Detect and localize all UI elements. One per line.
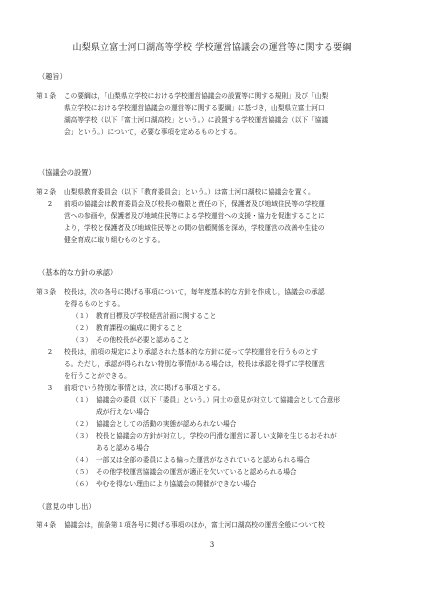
list-item-label: （６） [72, 480, 93, 488]
list-item-label: （３） [72, 336, 93, 344]
article-2-line: 前項の協議会は教育委員会及び校長の権限と責任の下，保護者及び地域住民等の学校運 [64, 200, 325, 208]
article-3-line: 校長は，前項の規定により承認された基本的な方針に従って学校運営を行うものとす [64, 348, 319, 356]
article-3-line: る。ただし，承認が得られない特別な事情がある場合は，校長は承認を得ずに学校運営 [64, 360, 325, 368]
list-item [36, 418, 386, 430]
list-item [36, 478, 386, 490]
list-item-text: 協議会の委員（以下「委員」という。）同士の意見が対立して協議会として合意形 [96, 396, 341, 404]
article-4 [36, 519, 386, 531]
article-1-line: 会」という。）について，必要な事項を定めるものとする。 [64, 128, 241, 136]
article-3-line: 校長は，次の各号に掲げる事項について，毎年度基本的な方針を作成し，協議会の承認 [64, 288, 325, 296]
article-2-line: より，学校と保護者及び地域住民等との間の信頼関係を深め，学校運営の改善や生徒の [64, 224, 325, 232]
list-item-label: （１） [72, 396, 93, 404]
page-number: 3 [209, 541, 215, 549]
list-item-label: （１） [72, 312, 93, 320]
list-item [36, 466, 386, 478]
heading-opinion: （意見の申し出） [38, 502, 96, 511]
article-2-line: 営への参画や，保護者及び地域住民等による学校運営への支援・協力を促進することに [64, 212, 325, 220]
list-item-text: 一部又は全部の委員による偏った運営がなされていると認められる場合 [96, 456, 310, 464]
article-2-line: 健全育成に取り組むものとする。 [64, 236, 165, 244]
list-item-label: （３） [72, 432, 93, 440]
list-item-text: 教育課程の編成に関すること [96, 324, 183, 332]
article-3-paragraph-number: 3 [47, 384, 53, 392]
article-1 [36, 90, 386, 138]
list-item [36, 310, 386, 322]
article-1-line: 湖高等学校（以下「富士河口湖高校」という。）に設置する学校運営協議会（以下「協議 [64, 116, 329, 124]
article-1-line: 県立学校における学校運営協議会の運営等に関する要綱」に基づき，山梨県立富士河口 [64, 104, 325, 112]
list-item-label: （５） [72, 468, 93, 476]
document-title: 山梨県立富士河口湖高等学校 学校運営協議会の運営等に関する要綱 [72, 43, 352, 53]
heading-basic-policy: （基本的な方針の承認） [38, 268, 118, 277]
list-item-continuation: あると認める場合 [96, 444, 150, 452]
article-2-number: 第２条 [36, 188, 57, 196]
article-3 [36, 286, 386, 490]
heading-purpose: （趣旨） [38, 72, 67, 81]
article-2 [36, 186, 386, 246]
list-item-text: 協議会としての活動の実態が認められない場合 [96, 420, 237, 428]
list-item-label: （２） [72, 324, 93, 332]
list-item [36, 430, 386, 442]
list-item-continuation: 成が行えない場合 [96, 408, 150, 416]
list-item [36, 322, 386, 334]
list-item [36, 454, 386, 466]
list-item [36, 334, 386, 346]
article-4-number: 第４条 [36, 521, 57, 529]
article-3-line: を行うことができる。 [64, 372, 131, 380]
article-1-number: 第１条 [36, 92, 57, 100]
list-item-text: 校長と協議会の方針が対立し，学校の円滑な運営に著しい支障を生じるおそれが [96, 432, 337, 440]
list-item-text: やむを得ない理由により協議会の開催ができない場合 [96, 480, 257, 488]
list-item-label: （４） [72, 456, 93, 464]
article-3-paragraph-number: 2 [47, 348, 53, 356]
list-item-text: その他学校運営協議会の運営が適正を欠いていると認められる場合 [96, 468, 297, 476]
list-item-text: 教育目標及び学校経営計画に関すること [96, 312, 217, 320]
article-2-paragraph-number: 2 [47, 200, 53, 208]
article-3-line: 前項でいう特別な事情とは，次に掲げる事項とする。 [64, 384, 225, 392]
article-4-line: 協議会は，前条第１項各号に掲げる事項のほか，富士河口湖高校の運営全般について校 [64, 521, 325, 529]
list-item-label: （２） [72, 420, 93, 428]
heading-establishment: （協議会の設置） [38, 168, 96, 177]
article-3-number: 第３条 [36, 288, 57, 296]
list-item-text: その他校長が必要と認めること [96, 336, 190, 344]
article-2-line: 山梨県教育委員会（以下「教育委員会」という。）は富士河口湖校に協議会を置く。 [64, 188, 315, 196]
list-item [36, 394, 386, 406]
article-3-line: を得るものとする。 [64, 300, 125, 308]
article-1-line: この要綱は，「山梨県立学校における学校運営協議会の設置等に関する規則」及び「山梨 [64, 92, 329, 100]
